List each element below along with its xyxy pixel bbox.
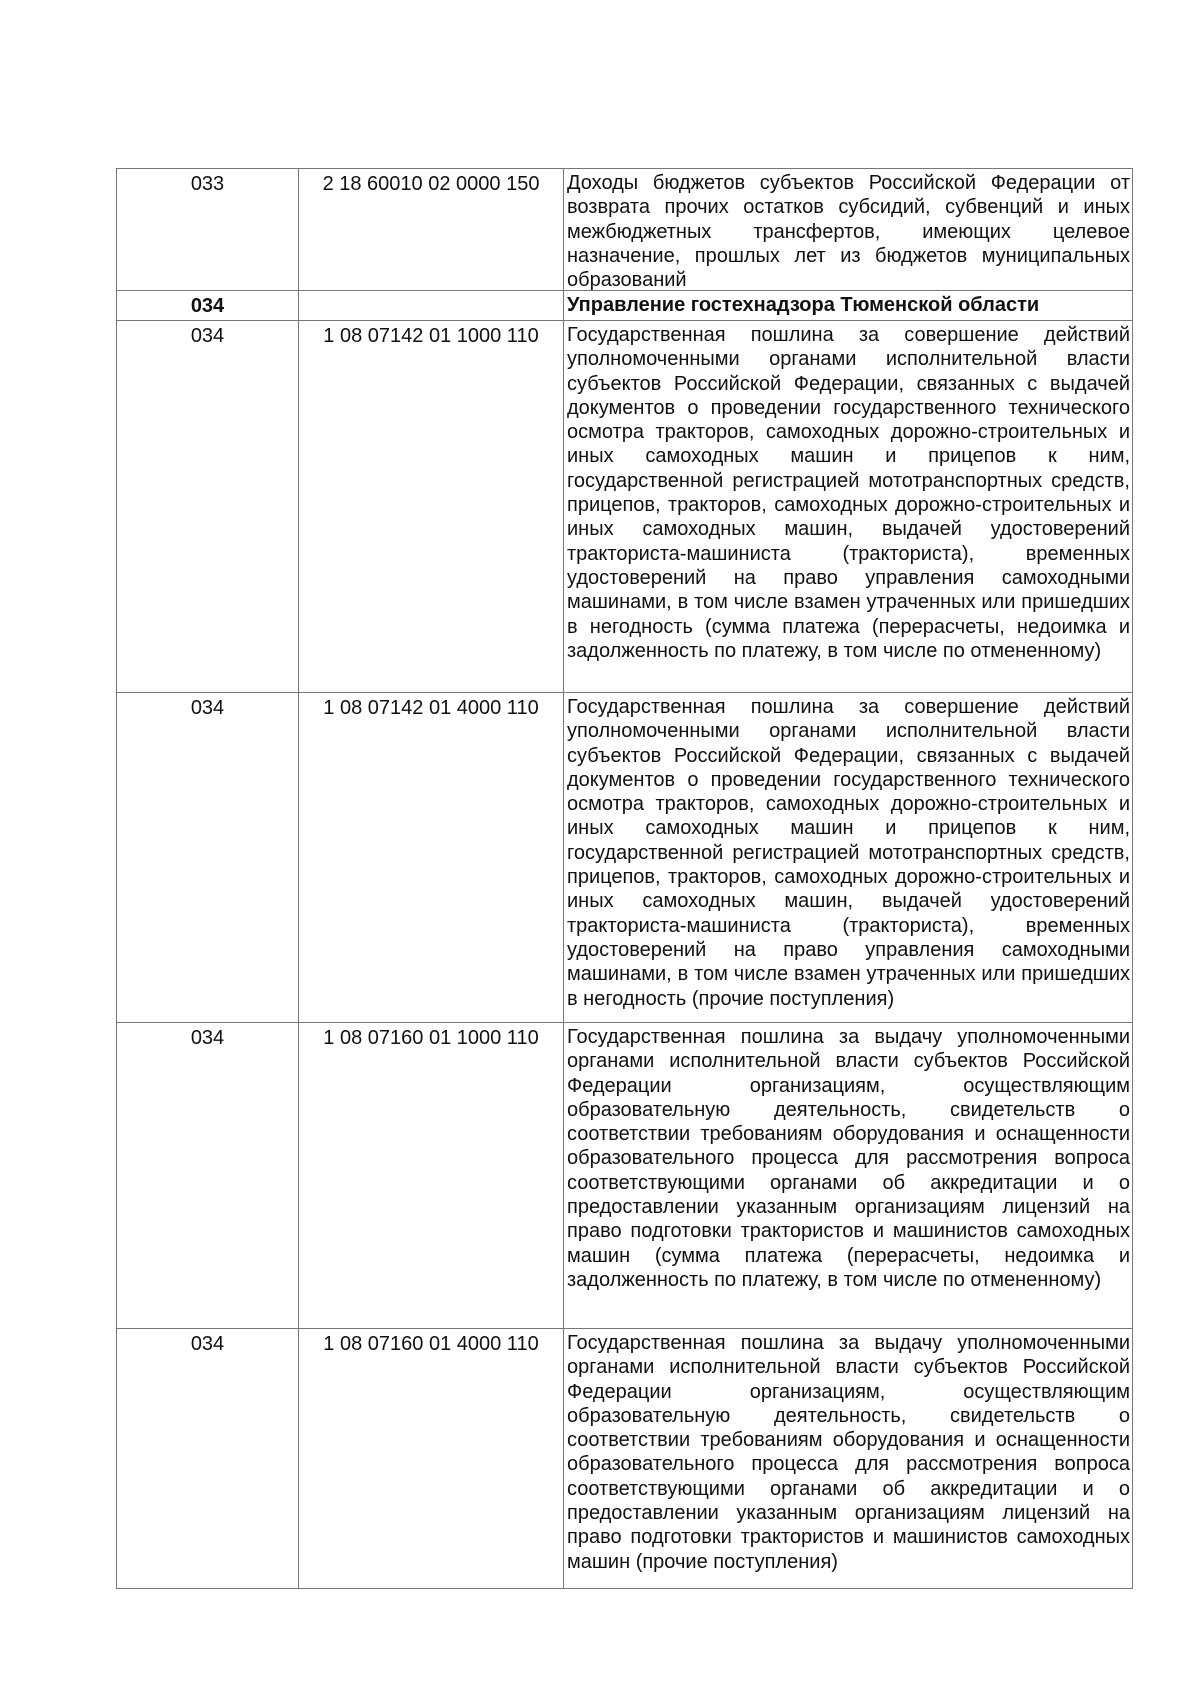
revenue-code-cell: [299, 291, 564, 320]
table-row: [117, 693, 1133, 1023]
revenue-codes-table: [116, 168, 1133, 1589]
revenue-code-cell: 1 08 07142 01 4000 110: [299, 693, 564, 1022]
admin-code-cell: 033: [117, 169, 299, 290]
table-row: [117, 321, 1133, 693]
revenue-code-cell: 1 08 07160 01 4000 110: [299, 1329, 564, 1588]
admin-code-cell: 034: [117, 321, 299, 692]
revenue-code-cell: 2 18 60010 02 0000 150: [299, 169, 564, 290]
admin-code-cell: 034: [117, 291, 299, 320]
table-row: [117, 1329, 1133, 1589]
description-cell: Государственная пошлина за совершение действий уполномоченными органами исполнительной власти субъектов Российской Федерации, связанных с выдачей документов о проведении государственного технического осмотра тракторов, самоходных дорожно-строительных и иных самоходных машин и прицепов к ним, государственной регистрацией мототранспортных средств, прицепов, тракторов, самоходных дорожно-строительных и иных самоходных машин, выдачей удостоверений тракториста-машиниста (тракториста), временных удостоверений на право управления самоходными машинами, в том числе взамен утраченных или пришедших в негодность (сумма платежа (перерасчеты, недоимка и задолженность по платежу, в том числе по отмененному): [564, 321, 1133, 692]
admin-code-cell: 034: [117, 1023, 299, 1328]
description-cell: Государственная пошлина за выдачу уполномоченными органами исполнительной власти субъектов Российской Федерации организациям, осуществляющим образовательную деятельность, свидетельств о соответствии требованиям оборудования и оснащенности образовательного процесса для рассмотрения вопроса соответствующими органами об аккредитации и о предоставлении указанным организациям лицензий на право подготовки трактористов и машинистов самоходных машин (прочие поступления): [564, 1329, 1133, 1588]
revenue-code-cell: 1 08 07160 01 1000 110: [299, 1023, 564, 1328]
table-row: [117, 1023, 1133, 1329]
admin-code-cell: 034: [117, 693, 299, 1022]
description-cell: Доходы бюджетов субъектов Российской Федерации от возврата прочих остатков субсидий, субвенций и иных межбюджетных трансфертов, имеющих целевое назначение, прошлых лет из бюджетов муниципальных образований: [564, 169, 1133, 290]
table-row-section-header: [117, 291, 1133, 321]
admin-code-cell: 034: [117, 1329, 299, 1588]
revenue-code-cell: 1 08 07142 01 1000 110: [299, 321, 564, 692]
description-cell: Государственная пошлина за выдачу уполномоченными органами исполнительной власти субъектов Российской Федерации организациям, осуществляющим образовательную деятельность, свидетельств о соответствии требованиям оборудования и оснащенности образовательного процесса для рассмотрения вопроса соответствующими органами об аккредитации и о предоставлении указанным организациям лицензий на право подготовки трактористов и машинистов самоходных машин (сумма платежа (перерасчеты, недоимка и задолженность по платежу, в том числе по отмененному): [564, 1023, 1133, 1328]
description-cell: Государственная пошлина за совершение действий уполномоченными органами исполнительной власти субъектов Российской Федерации, связанных с выдачей документов о проведении государственного технического осмотра тракторов, самоходных дорожно-строительных и иных самоходных машин и прицепов к ним, государственной регистрацией мототранспортных средств, прицепов, тракторов, самоходных дорожно-строительных и иных самоходных машин, выдачей удостоверений тракториста-машиниста (тракториста), временных удостоверений на право управления самоходными машинами, в том числе взамен утраченных или пришедших в негодность (прочие поступления): [564, 693, 1133, 1022]
table-row: [117, 169, 1133, 291]
section-title-cell: Управление гостехнадзора Тюменской области: [564, 291, 1133, 320]
